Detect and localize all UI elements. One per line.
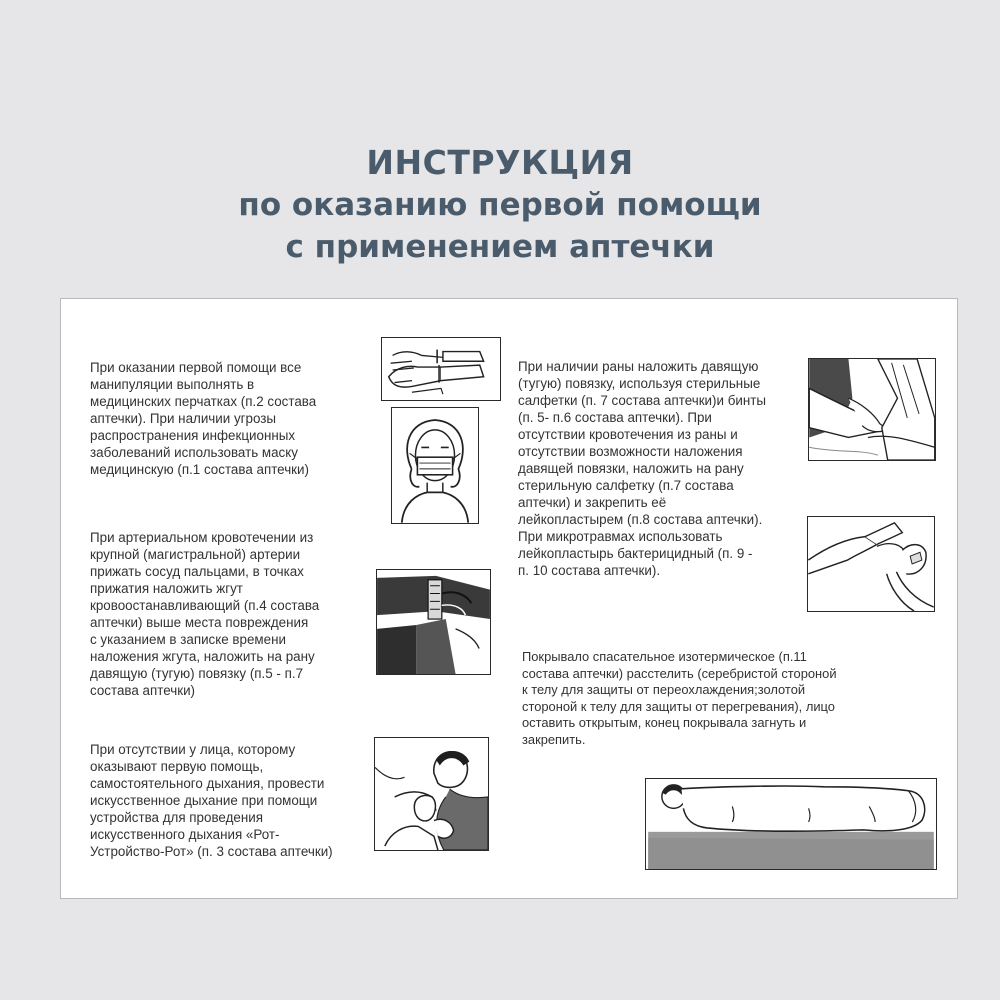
breathing-text: При отсутствии у лица, которому оказывают первую помощь, самостоятельного дыхания, провести искусственное дыхание при помощи устройства для проведения искусственного дыхания «Рот- Устройство-Рот» (п. 3 состава аптечки) (90, 742, 333, 859)
tourniquet-icon (376, 569, 491, 675)
page-title (0, 142, 1000, 268)
pressure-bandage-icon (808, 358, 936, 461)
blanket-text: Покрывало спасательное изотермическое (п.11 состава аптечки) расстелить (серебристой стороной к телу для защиты от переохлаждения;золотой стороной к телу для защиты от перегревания), лицо оставить открытым, конец покрывала загнуть и закрепить. (522, 649, 837, 747)
instruction-sheet (60, 298, 958, 899)
title-line-3: с применением аптечки (285, 229, 715, 265)
rescue-breathing-icon (374, 737, 489, 851)
title-line-2: по оказанию первой помощи (238, 187, 762, 223)
medical-mask-icon (391, 407, 479, 524)
gloves-mask-text: При оказании первой помощи все манипуляции выполнять в медицинских перчатках (п.2 состава аптечки). При наличии угрозы распространения инфекционных заболеваний использовать маску медицинскую (п.1 состава аптечки) (90, 360, 317, 477)
gloved-hands-icon (381, 337, 501, 401)
thermal-blanket-icon (645, 778, 937, 870)
tourniquet-text: При артериальном кровотечении из крупной (магистральной) артерии прижать сосуд пальцами, в точках прижатия наложить жгут кровоостанавливающий (п.4 состава аптечки) выше места повреждения с указанием в записке времени наложения жгута, наложить на рану давящую (тугую) повязку (п.5 - п.7 состава аптечки) (90, 530, 320, 698)
bandage-text: При наличии раны наложить давящую (тугую) повязку, используя стерильные салфетки (п. 7 состава аптечки)и бинты (п. 5- п.6 состава аптечки). При отсутствии кровотечения из раны и отсутствии возможности наложения давящей повязки, наложить на рану стерильную салфетку (п.7 состава аптечки) и закрепить её лейкопластырем (п.8 состава аптечки). При микротравмах использовать лейкопластырь бактерицидный (п. 9 - п. 10 состава аптечки). (518, 359, 766, 578)
adhesive-plaster-icon (807, 516, 935, 612)
title-line-1: ИНСТРУКЦИЯ (366, 143, 634, 182)
